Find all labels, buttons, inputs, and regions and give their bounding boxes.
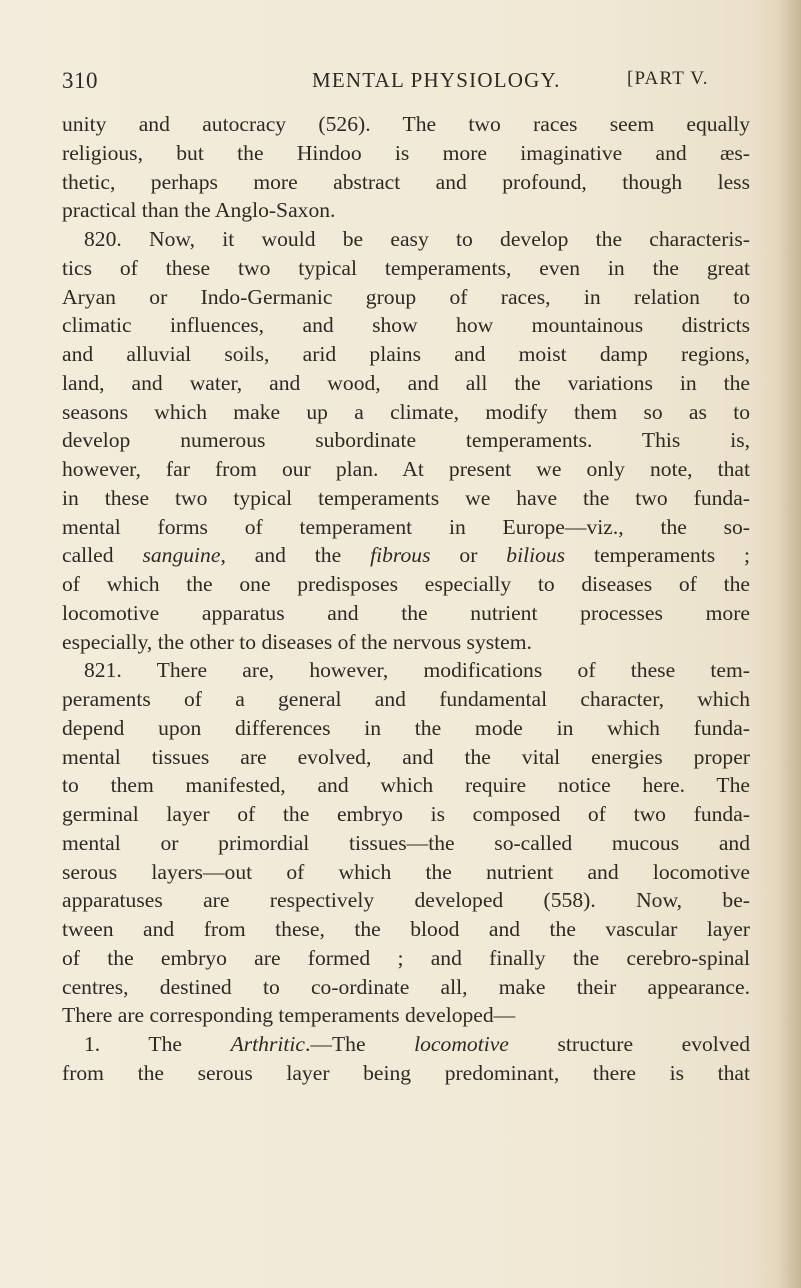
- text-segment: from the serous layer being predominant, there is that: [62, 1060, 750, 1085]
- text-line: [62, 886, 750, 915]
- text-segment: germinal layer of the embryo is composed of two funda-: [62, 802, 750, 826]
- text-line: [62, 311, 750, 340]
- italic-term: Arthritic: [230, 1032, 305, 1056]
- text-line: [62, 168, 750, 197]
- text-line: [62, 915, 750, 944]
- text-line: [62, 139, 750, 168]
- text-line: [62, 685, 750, 714]
- text-segment: tics of these two typical temperaments, even in the great: [62, 255, 750, 280]
- text-segment: 820. Now, it would be easy to develop the characteris-: [84, 227, 750, 251]
- text-line: [62, 283, 750, 312]
- text-line: [62, 513, 750, 542]
- text-line: [62, 426, 750, 455]
- italic-term: locomotive: [414, 1032, 509, 1056]
- text-line: [62, 800, 750, 829]
- text-line: [62, 570, 750, 599]
- text-line: [62, 829, 750, 858]
- text-line: [62, 369, 750, 398]
- text-segment: climatic influences, and show how mountainous districts: [62, 313, 750, 338]
- text-segment: mental forms of temperament in Europe—viz., the so-: [62, 514, 750, 539]
- text-line: [62, 973, 750, 1002]
- text-segment: however, far from our plan. At present we only note, that: [62, 457, 750, 481]
- page-edge-shadow: [779, 0, 801, 1288]
- text-line: [62, 455, 750, 484]
- text-line: [62, 771, 750, 800]
- text-segment: serous layers—out of which the nutrient and locomotive: [62, 859, 750, 884]
- text-segment: depend upon differences in the mode in which funda-: [62, 715, 750, 740]
- text-line: [62, 1030, 750, 1059]
- text-segment: mental tissues are evolved, and the vital energies proper: [62, 744, 750, 769]
- text-segment: religious, but the Hindoo is more imaginative and æs-: [62, 140, 750, 165]
- text-segment: thetic, perhaps more abstract and profound, though less: [62, 169, 750, 194]
- text-line: [62, 254, 750, 283]
- text-segment: temperaments ;: [565, 543, 750, 568]
- text-segment: , and the: [220, 543, 371, 568]
- text-segment: of the embryo are formed ; and finally the cerebro-spinal: [62, 945, 750, 970]
- text-segment: mental or primordial tissues—the so-called mucous and: [62, 830, 750, 855]
- text-segment: structure evolved: [508, 1032, 750, 1056]
- text-line: [62, 944, 750, 973]
- text-segment: 821. There are, however, modifications of these tem-: [84, 658, 750, 683]
- text-line: [62, 340, 750, 369]
- text-segment: or: [430, 543, 507, 568]
- running-header: [62, 68, 742, 108]
- text-segment: .—The: [304, 1032, 415, 1056]
- italic-term: sanguine: [142, 543, 221, 568]
- body-text: [62, 110, 750, 1088]
- text-line: [62, 599, 750, 628]
- text-segment: and alluvial soils, arid plains and moist damp regions,: [62, 342, 750, 366]
- text-segment: of which the one predisposes especially to diseases of the: [62, 572, 750, 596]
- text-segment: to them manifested, and which require notice here. The: [62, 773, 750, 798]
- text-line: [62, 398, 750, 427]
- text-segment: There are corresponding temperaments developed—: [62, 1003, 516, 1028]
- text-segment: peraments of a general and fundamental character, which: [62, 687, 750, 711]
- text-segment: centres, destined to co-ordinate all, make their appearance.: [62, 974, 750, 999]
- text-segment: seasons which make up a climate, modify them so as to: [62, 399, 750, 424]
- text-segment: tween and from these, the blood and the vascular layer: [62, 917, 750, 941]
- page-number: 310: [62, 68, 98, 93]
- text-segment: especially, the other to diseases of the nervous system.: [62, 629, 532, 654]
- italic-term: bilious: [506, 543, 566, 568]
- text-segment: land, and water, and wood, and all the variations in the: [62, 370, 750, 395]
- text-line: [62, 541, 750, 570]
- text-segment: unity and autocracy (526). The two races seem equally: [62, 112, 750, 136]
- text-line: [62, 225, 750, 254]
- text-segment: locomotive apparatus and the nutrient processes more: [62, 600, 750, 625]
- text-segment: called: [62, 543, 143, 568]
- text-segment: apparatuses are respectively developed (558). Now, be-: [62, 888, 750, 913]
- text-line: [62, 628, 750, 657]
- text-line: [62, 714, 750, 743]
- part-label: [PART V.: [627, 68, 709, 89]
- text-line: [62, 484, 750, 513]
- text-segment: in these two typical temperaments we have the two funda-: [62, 485, 750, 510]
- text-segment: 1. The: [84, 1032, 231, 1056]
- text-segment: practical than the Anglo-Saxon.: [62, 198, 336, 223]
- text-line: [62, 110, 750, 139]
- italic-term: fibrous: [370, 543, 431, 568]
- text-line: [62, 656, 750, 685]
- text-line: [62, 196, 750, 225]
- text-segment: Aryan or Indo-Germanic group of races, in relation to: [62, 284, 750, 309]
- text-line: [62, 1059, 750, 1088]
- text-line: [62, 743, 750, 772]
- text-line: [62, 858, 750, 887]
- running-title: MENTAL PHYSIOLOGY.: [312, 68, 561, 92]
- text-line: [62, 1001, 750, 1030]
- text-segment: develop numerous subordinate temperaments. This is,: [62, 428, 750, 453]
